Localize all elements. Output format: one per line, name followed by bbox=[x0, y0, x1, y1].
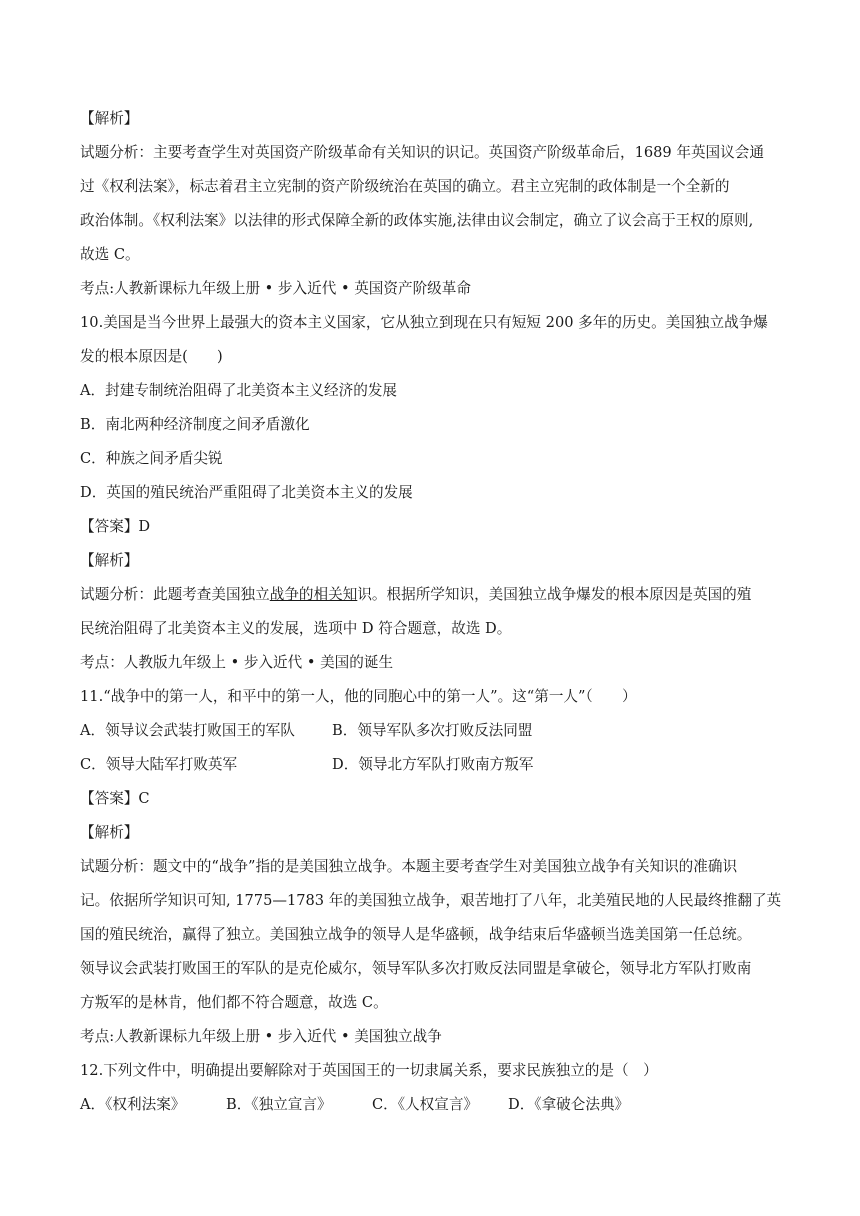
q10-option-b: B．南北两种经济制度之间矛盾激化 bbox=[80, 416, 310, 433]
q11-options-row bbox=[80, 714, 790, 748]
q10-stem: 10.美国是当今世界上最强大的资本主义国家，它从独立到现在只有短短 200 多年的历史。美国独立战争爆 bbox=[80, 314, 768, 331]
q10-option-d: D．英国的殖民统治严重阻碍了北美资本主义的发展 bbox=[80, 484, 413, 501]
q12-options-row bbox=[80, 1088, 790, 1122]
q12-option-c: C．《人权宣言》 bbox=[372, 1096, 479, 1113]
q11-option-c: C．领导大陆军打败英军 bbox=[80, 756, 238, 773]
q9-kaodian: 考点:人教新课标九年级上册 • 步入近代 • 英国资产阶级革命 bbox=[80, 280, 471, 297]
q11-analysis-line: 国的殖民统治，赢得了独立。美国独立战争的领导人是华盛顿，战争结束后华盛顿当选美国第一任总统。 bbox=[80, 926, 752, 943]
q11-option-b: B．领导军队多次打败反法同盟 bbox=[332, 722, 533, 739]
q11-options-row bbox=[80, 748, 790, 782]
q12-stem: 12.下列文件中，明确提出要解除对于英国国王的一切隶属关系，要求民族独立的是（ ） bbox=[80, 1062, 658, 1079]
q10-stem: 发的根本原因是( ) bbox=[80, 348, 223, 365]
q10-option-a: A．封建专制统治阻碍了北美资本主义经济的发展 bbox=[80, 382, 398, 399]
q9-analysis-line: 试题分析：主要考查学生对英国资产阶级革命有关知识的识记。英国资产阶级革命后，1689 年英国议会通 bbox=[80, 144, 764, 161]
q11-analysis-line: 领导议会武装打败国王的军队的是克伦威尔，领导军队多次打败反法同盟是拿破仑，领导北方军队打败南 bbox=[80, 960, 752, 977]
q9-analysis-line: 故选 C。 bbox=[80, 246, 140, 263]
q11-analysis-line: 试题分析：题文中的“战争”指的是美国独立战争。本题主要考查学生对美国独立战争有关知识的准确识 bbox=[80, 858, 738, 875]
q11-analysis-line: 方叛军的是林肯，他们都不符合题意，故选 C。 bbox=[80, 994, 388, 1011]
q9-analysis-label: 【解析】 bbox=[80, 110, 139, 127]
q10-analysis-text: 识。根据所学知识，美国独立战争爆发的根本原因是英国的殖 bbox=[357, 586, 752, 603]
q10-option-c: C．种族之间矛盾尖锐 bbox=[80, 450, 223, 467]
q11-analysis-line: 记。依据所学知识可知, 1775—1783 年的美国独立战争，艰苦地打了八年，北美殖民地的人民最终推翻了英 bbox=[80, 892, 782, 909]
q11-stem: 11.“战争中的第一人，和平中的第一人，他的同胞心中的第一人”。这“第一人”（ ） bbox=[80, 688, 637, 705]
q11-option-a: A．领导议会武装打败国王的军队 bbox=[80, 722, 295, 739]
q10-analysis-label: 【解析】 bbox=[80, 552, 139, 569]
q10-kaodian: 考点：人教版九年级上 • 步入近代 • 美国的诞生 bbox=[80, 654, 394, 671]
q12-option-b: B．《独立宣言》 bbox=[226, 1096, 332, 1113]
q12-option-a: A．《权利法案》 bbox=[80, 1096, 186, 1113]
q10-analysis-line: 民统治阻碍了北美资本主义的发展，选项中 D 符合题意，故选 D。 bbox=[80, 620, 512, 637]
q11-answer: 【答案】C bbox=[80, 790, 150, 807]
q10-analysis-line bbox=[80, 578, 790, 612]
document-page bbox=[80, 102, 790, 1122]
q9-analysis-line: 政治体制。《权利法案》以法律的形式保障全新的政体实施,法律由议会制定，确立了议会高于王权的原则, bbox=[80, 212, 754, 229]
q10-analysis-text: 试题分析：此题考查美国独立 bbox=[80, 586, 270, 603]
q10-answer: 【答案】D bbox=[80, 518, 151, 535]
q11-kaodian: 考点:人教新课标九年级上册 • 步入近代 • 美国独立战争 bbox=[80, 1028, 442, 1045]
q12-option-d: D．《拿破仑法典》 bbox=[508, 1096, 630, 1113]
q11-option-d: D．领导北方军队打败南方叛军 bbox=[332, 756, 534, 773]
q11-analysis-label: 【解析】 bbox=[80, 824, 139, 841]
q9-analysis-line: 过《权利法案》，标志着君主立宪制的资产阶级统治在英国的确立。君主立宪制的政体制是一个全新的 bbox=[80, 178, 730, 195]
q10-analysis-underlined: 战争的相关知 bbox=[269, 586, 358, 603]
